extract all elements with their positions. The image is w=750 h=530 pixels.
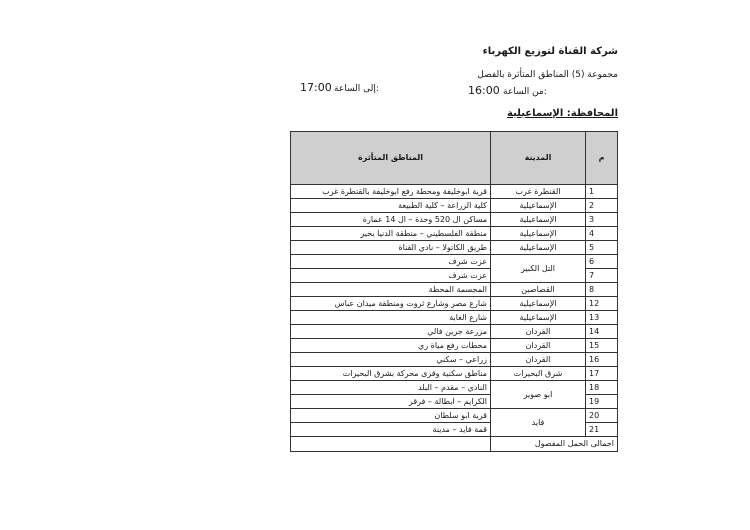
- area-cell: الكرايم – ابطالة – فرقر: [291, 395, 491, 409]
- from-time-label: من الساعة:: [503, 87, 547, 97]
- city-cell: الإسماعيلية: [491, 241, 586, 255]
- area-cell: قمة فايد – مدينة: [291, 423, 491, 437]
- area-cell: قرية ابوخليفة ومحطة رفع ابوخليفة بالقنطرة غرب: [291, 185, 491, 199]
- city-cell: القردان: [491, 339, 586, 353]
- area-cell: شارع مصر وشارع ثروت ومنطقة ميدان عباس: [291, 297, 491, 311]
- row-number: 14: [586, 325, 618, 339]
- area-cell: شارع الغابة: [291, 311, 491, 325]
- city-cell: القردان: [491, 325, 586, 339]
- total-label: اجمالى الحمل المفصول: [491, 437, 618, 452]
- affected-areas-table: [290, 131, 618, 452]
- row-number: 4: [586, 227, 618, 241]
- row-number: 8: [586, 283, 618, 297]
- city-cell: الإسماعيلية: [491, 213, 586, 227]
- city-cell: التل الكبير: [491, 255, 586, 283]
- area-cell: كلية الزراعة – كلية الطبيعة: [291, 199, 491, 213]
- header-num: م: [586, 132, 618, 185]
- row-number: 17: [586, 367, 618, 381]
- row-number: 16: [586, 353, 618, 367]
- city-cell: القردان: [491, 353, 586, 367]
- area-cell: مساكن ال 520 وحدة – ال 14 عمارة: [291, 213, 491, 227]
- row-number: 3: [586, 213, 618, 227]
- row-number: 18: [586, 381, 618, 395]
- row-number: 7: [586, 269, 618, 283]
- row-number: 13: [586, 311, 618, 325]
- total-row: [291, 437, 618, 452]
- row-number: 2: [586, 199, 618, 213]
- table-row: [291, 255, 618, 269]
- table-row: [291, 367, 618, 381]
- table-row: [291, 283, 618, 297]
- row-number: 1: [586, 185, 618, 199]
- table-row: [291, 227, 618, 241]
- row-number: 6: [586, 255, 618, 269]
- area-cell: منطقة الفلسطيني – منطقة الدنيا بخير: [291, 227, 491, 241]
- row-number: 15: [586, 339, 618, 353]
- area-cell: مناطق سكنية وقرى محركة بشرق البحيرات: [291, 367, 491, 381]
- table-row: [291, 297, 618, 311]
- city-cell: الإسماعيلية: [491, 199, 586, 213]
- city-cell: الإسماعيلية: [491, 311, 586, 325]
- area-cell: زراعي – سكني: [291, 353, 491, 367]
- from-time-value: 16:00: [468, 84, 500, 97]
- row-number: 21: [586, 423, 618, 437]
- row-number: 12: [586, 297, 618, 311]
- table-row: [291, 325, 618, 339]
- to-time-value: 17:00: [300, 81, 332, 94]
- area-cell: قرية ابو سلطان: [291, 409, 491, 423]
- city-cell: ابو صوير: [491, 381, 586, 409]
- city-cell: الإسماعيلية: [491, 297, 586, 311]
- table-row: [291, 311, 618, 325]
- table-row: [291, 409, 618, 423]
- row-number: 19: [586, 395, 618, 409]
- table-row: [291, 381, 618, 395]
- area-cell: عزت شرف: [291, 255, 491, 269]
- area-cell: مزرعة جرين فالي: [291, 325, 491, 339]
- company-name: شركة القناة لتوزيع الكهرباء: [482, 46, 618, 57]
- table-row: [291, 339, 618, 353]
- area-cell: طريق الكاتولا – نادي القناة: [291, 241, 491, 255]
- total-value-cell: [291, 437, 491, 452]
- area-cell: المجسمة المحطة: [291, 283, 491, 297]
- city-cell: القنطرة غرب: [491, 185, 586, 199]
- area-cell: محطات رفع مياة ري: [291, 339, 491, 353]
- row-number: 20: [586, 409, 618, 423]
- table-row: [291, 353, 618, 367]
- table-row: [291, 199, 618, 213]
- area-cell: عزت شرف: [291, 269, 491, 283]
- table-row: [291, 241, 618, 255]
- to-time-label: إلى الساعة:: [334, 84, 379, 94]
- city-cell: شرق البحيرات: [491, 367, 586, 381]
- city-cell: الإسماعيلية: [491, 227, 586, 241]
- table-row: [291, 213, 618, 227]
- header-city: المدينة: [491, 132, 586, 185]
- row-number: 5: [586, 241, 618, 255]
- governorate-title: المحافظة: الإسماعيلية: [507, 108, 618, 119]
- city-cell: فايد: [491, 409, 586, 437]
- header-areas: المناطق المتأثرة: [291, 132, 491, 185]
- area-cell: النادي – مقدم – البلد: [291, 381, 491, 395]
- table-row: [291, 185, 618, 199]
- city-cell: القصاصين: [491, 283, 586, 297]
- group-title: مجموعة (5) المناطق المتأثرة بالفصل: [477, 70, 618, 80]
- table-header-row: [291, 132, 618, 185]
